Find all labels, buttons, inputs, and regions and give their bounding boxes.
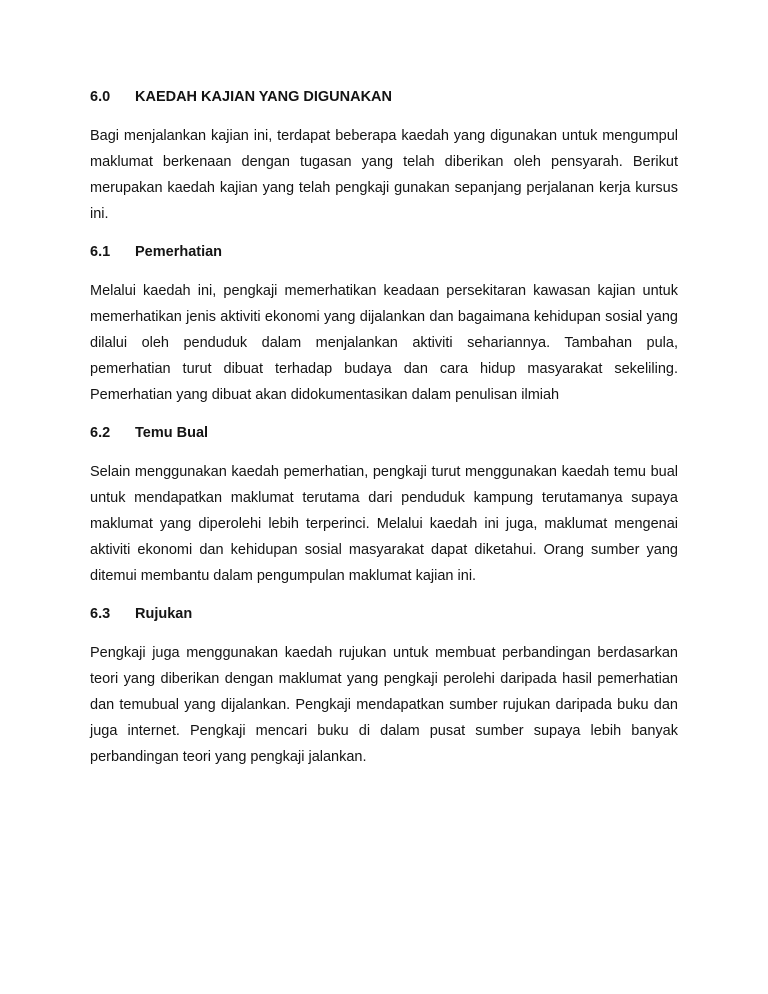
- section-paragraph-6-3: Pengkaji juga menggunakan kaedah rujukan untuk membuat perbandingan berdasarkan teori yang diberikan dengan maklumat yang pengkaji perolehi daripada hasil pemerhatian dan temubual yang dijalankan. Pengkaji mendapatkan sumber rujukan daripada buku dan juga internet. Pengkaji mencari buku di dalam pusat sumber supaya lebih banyak perbandingan teori yang pengkaji jalankan.: [90, 645, 678, 765]
- section-heading-6-0: [90, 84, 678, 110]
- section-number: 6.2: [90, 425, 111, 441]
- section-paragraph-6-1: Melalui kaedah ini, pengkaji memerhatikan keadaan persekitaran kawasan kajian untuk memerhatikan jenis aktiviti ekonomi yang dijalankan dan bagaimana kehidupan sosial yang dilalui oleh penduduk dalam menjalankan aktiviti sehariannya. Tambahan pula, pemerhatian turut dibuat terhadap budaya dan cara hidup masyarakat sekeliling. Pemerhatian yang dibuat akan didokumentasikan dalam penulisan ilmiah: [90, 283, 678, 403]
- section-title: Rujukan: [135, 606, 193, 622]
- section-number: 6.3: [90, 606, 111, 622]
- section-paragraph-6-0: Bagi menjalankan kajian ini, terdapat beberapa kaedah yang digunakan untuk mengumpul maklumat berkenaan dengan tugasan yang telah diberikan oleh pensyarah. Berikut merupakan kaedah kajian yang telah pengkaji gunakan sepanjang perjalanan kerja kursus ini.: [90, 128, 678, 222]
- section-number: 6.1: [90, 244, 111, 260]
- section-number: 6.0: [90, 89, 111, 105]
- section-title: Temu Bual: [135, 425, 209, 441]
- section-title: Pemerhatian: [135, 244, 223, 260]
- document-page: [90, 84, 678, 770]
- section-heading-6-3: [90, 601, 678, 627]
- section-heading-6-1: [90, 239, 678, 265]
- section-title: KAEDAH KAJIAN YANG DIGUNAKAN: [135, 89, 392, 105]
- section-heading-6-2: [90, 420, 678, 446]
- section-paragraph-6-2: Selain menggunakan kaedah pemerhatian, pengkaji turut menggunakan kaedah temu bual untuk mendapatkan maklumat terutama dari penduduk kampung terutamanya supaya maklumat yang diperolehi lebih terperinci. Melalui kaedah ini juga, maklumat mengenai aktiviti ekonomi dan kehidupan sosial masyarakat dapat diketahui. Orang sumber yang ditemui membantu dalam pengumpulan maklumat kajian ini.: [90, 464, 678, 584]
